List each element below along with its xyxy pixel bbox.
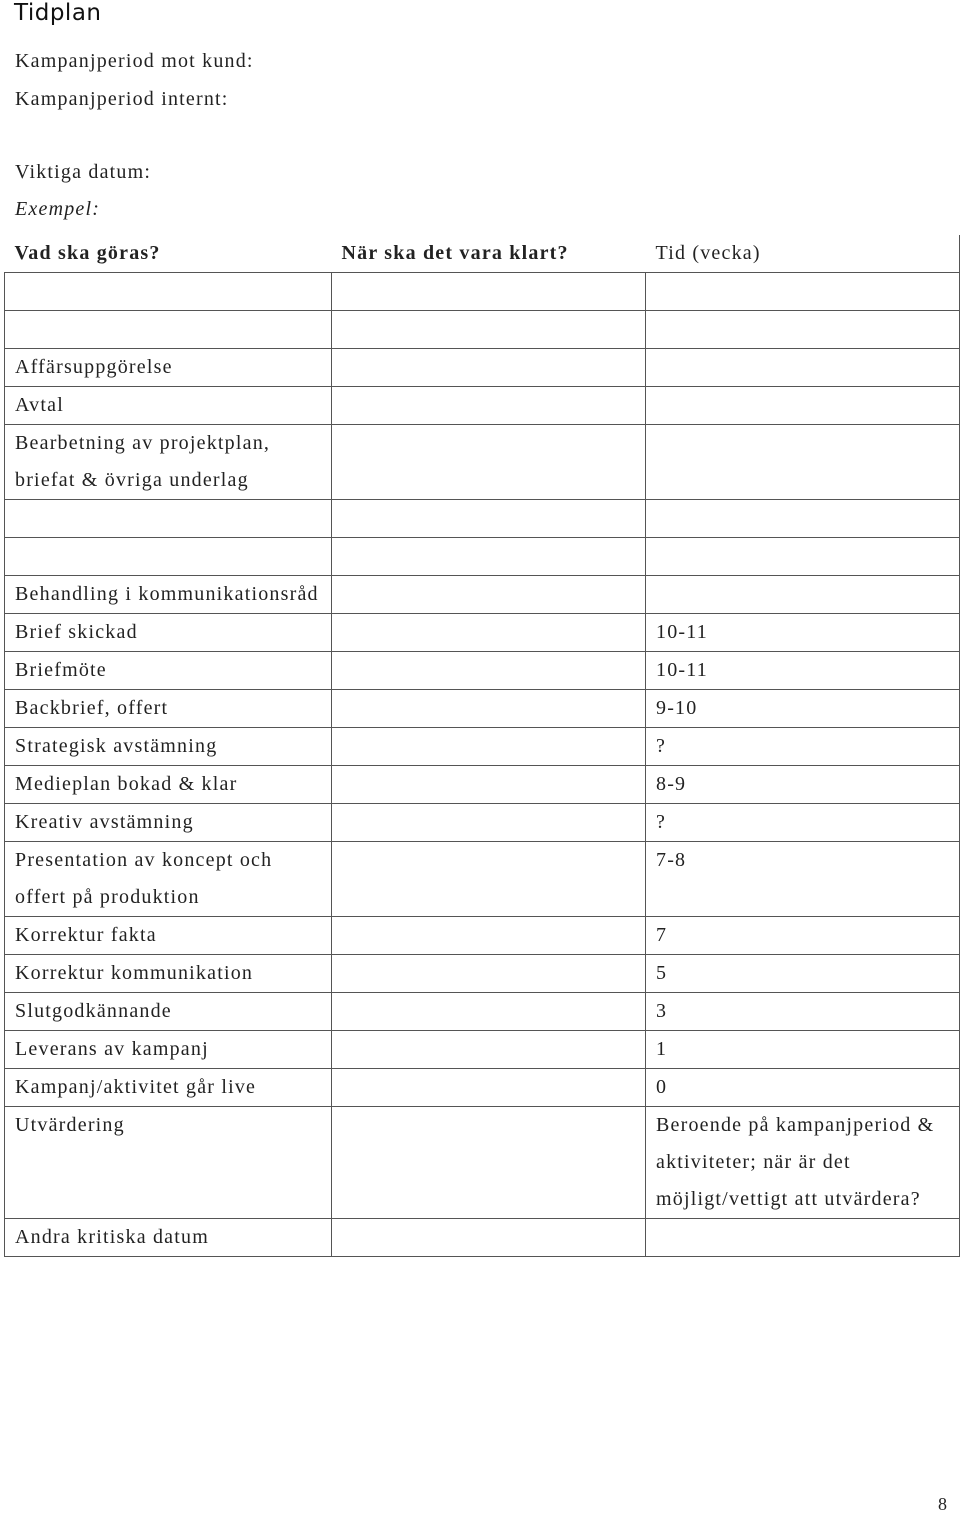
row-task: Avtal — [5, 387, 332, 425]
header-task: Vad ska göras? — [5, 235, 332, 273]
campaign-period-internal-label: Kampanjperiod internt: — [15, 88, 229, 110]
table-row — [5, 1107, 960, 1219]
row-when — [332, 311, 646, 349]
row-week: ? — [646, 728, 960, 766]
row-task: Korrektur fakta — [5, 917, 332, 955]
row-week: 7 — [646, 917, 960, 955]
table-row — [5, 538, 960, 576]
row-when — [332, 766, 646, 804]
row-week — [646, 1219, 960, 1257]
row-when — [332, 804, 646, 842]
row-week: 5 — [646, 955, 960, 993]
table-row — [5, 955, 960, 993]
row-week: 7-8 — [646, 842, 960, 917]
row-week: 1 — [646, 1031, 960, 1069]
table-row — [5, 917, 960, 955]
row-week: 10-11 — [646, 614, 960, 652]
row-when — [332, 993, 646, 1031]
row-task: Presentation av koncept och offert på produktion — [5, 842, 332, 917]
row-week: 9-10 — [646, 690, 960, 728]
table-row — [5, 1219, 960, 1257]
schedule-table — [4, 235, 960, 1257]
row-task — [5, 538, 332, 576]
table-row — [5, 425, 960, 500]
row-task — [5, 273, 332, 311]
row-week — [646, 425, 960, 500]
row-week — [646, 576, 960, 614]
row-task: Utvärdering — [5, 1107, 332, 1219]
row-when — [332, 1219, 646, 1257]
page-number: 8 — [938, 1494, 947, 1514]
row-task: Brief skickad — [5, 614, 332, 652]
row-task: Kreativ avstämning — [5, 804, 332, 842]
row-when — [332, 842, 646, 917]
row-task: Slutgodkännande — [5, 993, 332, 1031]
table-row — [5, 311, 960, 349]
table-row — [5, 1069, 960, 1107]
table-row — [5, 690, 960, 728]
row-when — [332, 387, 646, 425]
table-row — [5, 1031, 960, 1069]
row-task — [5, 311, 332, 349]
row-when — [332, 349, 646, 387]
header-when: När ska det vara klart? — [332, 235, 646, 273]
campaign-period-customer-label: Kampanjperiod mot kund: — [15, 50, 254, 72]
row-week: 10-11 — [646, 652, 960, 690]
table-row — [5, 273, 960, 311]
row-task: Behandling i kommunikationsråd — [5, 576, 332, 614]
row-when — [332, 538, 646, 576]
row-task: Korrektur kommunikation — [5, 955, 332, 993]
row-task: Strategisk avstämning — [5, 728, 332, 766]
row-task: Kampanj/aktivitet går live — [5, 1069, 332, 1107]
row-when — [332, 1031, 646, 1069]
table-row — [5, 614, 960, 652]
row-task: Backbrief, offert — [5, 690, 332, 728]
table-row — [5, 993, 960, 1031]
row-when — [332, 614, 646, 652]
table-row — [5, 387, 960, 425]
row-when — [332, 652, 646, 690]
page-title: Tidplan — [14, 0, 102, 26]
row-task: Medieplan bokad & klar — [5, 766, 332, 804]
row-week: ? — [646, 804, 960, 842]
row-week — [646, 273, 960, 311]
row-when — [332, 425, 646, 500]
row-when — [332, 955, 646, 993]
row-when — [332, 1107, 646, 1219]
row-when — [332, 576, 646, 614]
row-when — [332, 917, 646, 955]
row-week — [646, 387, 960, 425]
table-row — [5, 349, 960, 387]
row-task: Bearbetning av projektplan, briefat & övriga underlag — [5, 425, 332, 500]
row-week: Beroende på kampanjperiod & aktiviteter; när är det möjligt/vettigt att utvärdera? — [646, 1107, 960, 1219]
table-row — [5, 842, 960, 917]
row-when — [332, 728, 646, 766]
row-task: Leverans av kampanj — [5, 1031, 332, 1069]
row-task: Affärsuppgörelse — [5, 349, 332, 387]
table-row — [5, 576, 960, 614]
table-row — [5, 652, 960, 690]
header-week: Tid (vecka) — [646, 235, 960, 273]
row-week — [646, 538, 960, 576]
row-task — [5, 500, 332, 538]
example-label: Exempel: — [15, 198, 101, 220]
table-row — [5, 804, 960, 842]
important-dates-label: Viktiga datum: — [15, 161, 152, 183]
table-row — [5, 500, 960, 538]
row-week — [646, 311, 960, 349]
table-row — [5, 728, 960, 766]
row-when — [332, 1069, 646, 1107]
row-week — [646, 500, 960, 538]
row-when — [332, 690, 646, 728]
row-week: 0 — [646, 1069, 960, 1107]
row-task: Briefmöte — [5, 652, 332, 690]
table-row — [5, 766, 960, 804]
table-header-row — [5, 235, 960, 273]
row-week: 3 — [646, 993, 960, 1031]
row-week — [646, 349, 960, 387]
row-task: Andra kritiska datum — [5, 1219, 332, 1257]
row-week: 8-9 — [646, 766, 960, 804]
row-when — [332, 273, 646, 311]
row-when — [332, 500, 646, 538]
